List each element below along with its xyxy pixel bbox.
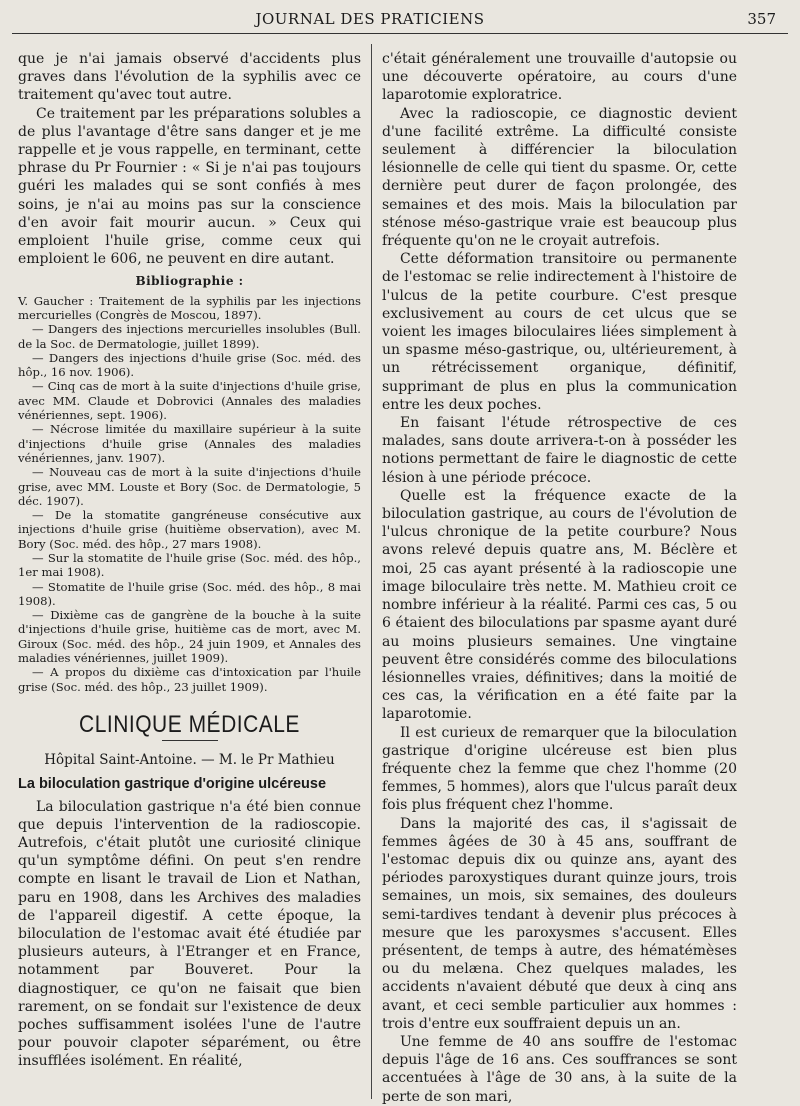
page-number: 357 [747, 10, 776, 28]
bibliography-heading: Bibliographie : [135, 274, 244, 289]
bibliography-entry: — De la stomatite gangréneuse consécutive aux injections d'huile grise (huitième observation), avec M. Bory (Soc. méd. des hôp., 27 mars 1908). [18, 508, 361, 551]
bibliography-entry: V. Gaucher : Traitement de la syphilis par les injections mercurielles (Congrès de Moscou, 1897). [18, 293, 361, 322]
hospital-byline: Hôpital Saint-Antoine. — M. le Pr Mathieu [44, 752, 335, 769]
section-title: CLINIQUE MÉDICALE [79, 711, 300, 738]
paragraph: Quelle est la fréquence exacte de la biloculation gastrique, au cours de l'évolution de l'ulcus chronique de la petite courbure? Nous avons relevé depuis quatre ans, M. Béclère et moi, 25 cas ayant présenté à la radioscopie une image biloculaire très nette. M. Mathieu croit ce nombre inférieur à la réalité. Parmi ces cas, 5 ou 6 étaient des biloculations par spasme ayant duré au moins plusieurs semaines. Une vingtaine peuvent être considérés comme des biloculations lésionnelles vraies, définitives; dans la moitié de ces cas, la vérification en a été faite par la laparotomie. [382, 487, 737, 723]
bibliography-entry: — Cinq cas de mort à la suite d'injections d'huile grise, avec MM. Claude et Dobrovici (Annales des maladies vénériennes, sept. 1906). [18, 379, 361, 423]
header-rule [12, 33, 788, 34]
bibliography-entry: — Stomatite de l'huile grise (Soc. méd. des hôp., 8 mai 1908). [18, 579, 361, 608]
bibliography-entry: — Nécrose limitée du maxillaire supérieur à la suite d'injections d'huile grise (Annales des maladies vénériennes, janv. 1907). [18, 422, 361, 465]
paragraph: Une femme de 40 ans souffre de l'estomac depuis l'âge de 16 ans. Ces souffrances se sont accentuées à l'âge de 30 ans, à la suite de la perte de son mari, [382, 1033, 737, 1105]
bibliography-entry: — Sur la stomatite de l'huile grise (Soc. méd. des hôp., 1er mai 1908). [18, 550, 361, 580]
paragraph: Cette déformation transitoire ou permanente de l'estomac se relie indirectement à l'histoire de l'ulcus de la petite courbure. C'est presque exclusivement au cours de cet ulcus que se voient les images biloculaires liées simplement à un spasme méso-gastrique, ou, ultérieurement, à un rétrécissement organique, définitif, supprimant de plus en plus la communication entre les deux poches. [382, 251, 737, 413]
paragraph: Il est curieux de remarquer que la biloculation gastrique d'origine ulcéreuse est bien plus fréquente chez la femme que chez l'homme (20 femmes, 5 hommes), alors que l'ulcus paraît deux fois plus fréquent chez l'homme. [382, 724, 737, 814]
paragraph: c'était généralement une trouvaille d'autopsie ou une découverte opératoire, au cours d'une laparotomie exploratrice. [382, 51, 737, 104]
paragraph: La biloculation gastrique n'a été bien connue que depuis l'intervention de la radioscopie. Autrefois, c'était plutôt une curiosité clinique qu'un symptôme défini. On peut s'en rendre compte en lisant le travail de Lion et Nathan, paru en 1908, dans les Archives des maladies de l'appareil digestif. A cette époque, la biloculation de l'estomac avait été étudiée par plusieurs auteurs, à l'Etranger et en France, notamment par Bouveret. Pour la diagnostiquer, ce qu'on ne faisait que bien rarement, on se fondait sur l'existence de deux poches suffisamment isolées l'une de l'autre pour pouvoir clapoter séparément, ou être insufflées isolément. En réalité, [18, 798, 361, 1070]
bibliography-entry: — Dangers des injections d'huile grise (Soc. méd. des hôp., 16 nov. 1906). [18, 350, 361, 380]
paragraph: Avec la radioscopie, ce diagnostic devient d'une facilité extrême. La difficulté consiste seulement à différencier la biloculation lésionnelle de celle qui tient du spasme. Or, cette dernière peut durer de façon prolongée, des semaines et des mois. Mais la biloculation par sténose méso-gastrique vraie est beaucoup plus fréquente qu'on ne le croyait autrefois. [382, 105, 737, 250]
paragraph: En faisant l'étude rétrospective de ces malades, sans doute arrivera-t-on à posséder les notions permettant de faire le diagnostic de cette lésion à une période précoce. [382, 415, 737, 486]
running-header [0, 0, 800, 34]
journal-title: JOURNAL DES PRATICIENS [255, 10, 485, 28]
bibliography-entry: — Dangers des injections mercurielles insolubles (Bull. de la Soc. de Dermatologie, juillet 1899). [18, 322, 361, 351]
right-column [382, 50, 737, 1106]
bibliography [18, 294, 361, 694]
left-column [18, 50, 361, 1071]
section-rule [162, 740, 218, 741]
paragraph: Ce traitement par les préparations solubles a de plus l'avantage d'être sans danger et je me rappelle et je vous rappelle, en terminant, cette phrase du Pr Fournier : « Si je n'ai pas toujours guéri les malades qui se sont confiés à mes soins, je n'ai au moins pas sur la conscience d'en avoir fait mourir aucun. » Ceux qui emploient l'huile grise, comme ceux qui emploient le 606, ne peuvent en dire autant. [18, 105, 361, 268]
paragraph: que je n'ai jamais observé d'accidents plus graves dans l'évolution de la syphilis avec ce traitement qu'avec tout autre. [18, 51, 361, 104]
bibliography-entry: — Dixième cas de gangrène de la bouche à la suite d'injections d'huile grise, huitième cas de mort, avec M. Giroux (Soc. méd. des hôp., 24 juin 1909, et Annales des maladies vénériennes, juillet 1909). [18, 608, 361, 666]
article-title: La biloculation gastrique d'origine ulcéreuse [18, 776, 327, 793]
bibliography-entry: — A propos du dixième cas d'intoxication par l'huile grise (Soc. méd. des hôp., 23 juillet 1909). [18, 665, 361, 694]
paragraph: Dans la majorité des cas, il s'agissait de femmes âgées de 30 à 45 ans, souffrant de l'estomac depuis dix ou quinze ans, ayant des périodes paroxystiques durant quinze jours, trois semaines, un mois, six semaines, des douleurs semi-tardives tendant à devenir plus précoces à mesure que les paroxysmes s'accusent. Elles présentent, de temps à autre, des hématémèses ou du melæna. Chez quelques malades, les accidents n'avaient débuté que deux à cinq ans avant, et ceci semble particulier aux hommes : trois d'entre eux souffraient depuis un an. [382, 815, 737, 1032]
bibliography-entry: — Nouveau cas de mort à la suite d'injections d'huile grise, avec MM. Louste et Bory (Soc. de Dermatologie, 5 déc. 1907). [18, 465, 361, 508]
column-divider [371, 44, 372, 1099]
